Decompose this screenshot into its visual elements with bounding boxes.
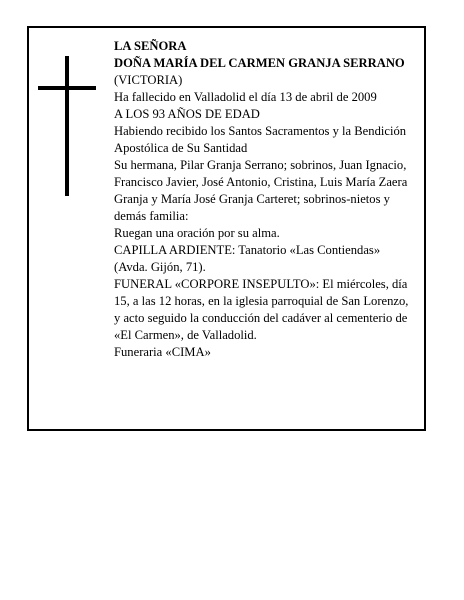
funeral-info: FUNERAL «CORPORE INSEPULTO»: El miércoles, día 15, a las 12 horas, en la iglesia parroquial de San Lorenzo, y acto seguido la conducción del cadáver al cementerio de «El Carmen», de Valladolid. [114,277,409,342]
age-statement: A LOS 93 AÑOS DE EDAD [114,107,260,121]
family-statement: Su hermana, Pilar Granja Serrano; sobrinos, Juan Ignacio, Francisco Javier, José Antonio, Cristina, Luis María Zaera Granja y María José Granja Carteret; sobrinos-nietos y demás familia: [114,158,408,223]
nickname: (VICTORIA) [114,73,183,87]
obituary-text [114,38,414,361]
sacraments-statement: Habiendo recibido los Santos Sacramentos y la Bendición Apostólica de Su Santidad [114,124,407,155]
chapel-info: CAPILLA ARDIENTE: Tanatorio «Las Contiendas» (Avda. Gijón, 71). [114,243,381,274]
prayer-request: Ruegan una oración por su alma. [114,226,280,240]
cross-vertical-bar [65,56,69,196]
cross-horizontal-bar [38,86,96,90]
funeral-home: Funeraria «CIMA» [114,345,211,359]
death-statement: Ha fallecido en Valladolid el día 13 de abril de 2009 [114,90,377,104]
salutation: LA SEÑORA [114,39,187,53]
deceased-name: DOÑA MARÍA DEL CARMEN GRANJA SERRANO [114,56,405,70]
